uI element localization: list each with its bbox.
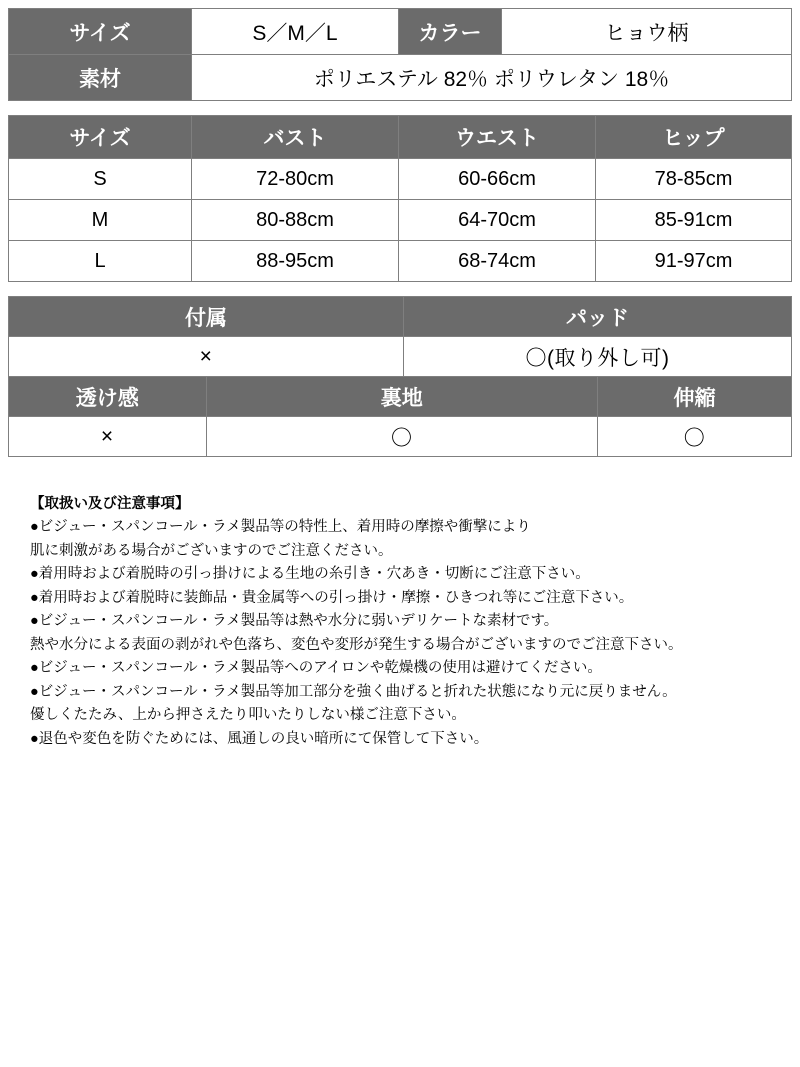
care-note-line: 熱や水分による表面の剥がれや色落ち、変色や変形が発生する場合がございますのでご注意下さい。 bbox=[30, 636, 683, 653]
care-note-line: ●着用時および着脱時の引っ掛けによる生地の糸引き・穴あき・切断にご注意下さい。 bbox=[30, 566, 590, 583]
spec-value-material: ポリエステル 82％ ポリウレタン 18％ bbox=[192, 55, 792, 101]
size-cell-bust: 88-95cm bbox=[192, 241, 399, 282]
size-cell-hip: 85-91cm bbox=[596, 200, 792, 241]
care-note-line: ●ビジュー・スパンコール・ラメ製品等は熱や水分に弱いデリケートな素材です。 bbox=[30, 613, 559, 630]
size-cell-waist: 64-70cm bbox=[399, 200, 596, 241]
spec-value-size: S／M／L bbox=[192, 9, 399, 55]
size-col-header-hip: ヒップ bbox=[596, 116, 792, 159]
care-note-line: 肌に刺激がある場合がございますのでご注意ください。 bbox=[30, 542, 393, 559]
care-note-line: ●ビジュー・スパンコール・ラメ製品等の特性上、着用時の摩擦や衝撃により bbox=[30, 519, 531, 536]
care-notes-title: 【取扱い及び注意事項】 bbox=[30, 496, 190, 512]
spec-label-color: カラー bbox=[399, 9, 502, 55]
attr-value-pad: 〇(取り外し可) bbox=[404, 337, 792, 377]
size-col-header-waist: ウエスト bbox=[399, 116, 596, 159]
table-row bbox=[9, 159, 792, 200]
table-row bbox=[9, 55, 792, 101]
table-header-row bbox=[9, 377, 792, 417]
spec-table bbox=[8, 8, 792, 101]
table-row bbox=[9, 9, 792, 55]
spec-label-material: 素材 bbox=[9, 55, 192, 101]
size-cell-hip: 78-85cm bbox=[596, 159, 792, 200]
attr-header-pad: パッド bbox=[404, 297, 792, 337]
table-row bbox=[9, 241, 792, 282]
care-note-line: ●退色や変色を防ぐためには、風通しの良い暗所にて保管して下さい。 bbox=[30, 730, 489, 747]
attr-header-accessory: 付属 bbox=[9, 297, 404, 337]
attributes-table bbox=[8, 296, 792, 457]
care-note-line: ●ビジュー・スパンコール・ラメ製品等へのアイロンや乾燥機の使用は避けてください。 bbox=[30, 660, 602, 677]
attr-header-lining: 裏地 bbox=[206, 377, 598, 417]
size-col-header-bust: バスト bbox=[192, 116, 399, 159]
size-cell-label: M bbox=[9, 200, 192, 241]
spec-label-size: サイズ bbox=[9, 9, 192, 55]
spec-value-color: ヒョウ柄 bbox=[502, 9, 792, 55]
table-row bbox=[9, 337, 792, 377]
size-cell-hip: 91-97cm bbox=[596, 241, 792, 282]
care-note-line: ●着用時および着脱時に装飾品・貴金属等への引っ掛け・摩擦・ひきつれ等にご注意下さい。 bbox=[30, 589, 634, 606]
size-cell-waist: 60-66cm bbox=[399, 159, 596, 200]
size-col-header-size: サイズ bbox=[9, 116, 192, 159]
size-cell-waist: 68-74cm bbox=[399, 241, 596, 282]
care-note-line: ●ビジュー・スパンコール・ラメ製品等加工部分を強く曲げると折れた状態になり元に戻りません。 bbox=[30, 683, 677, 700]
table-header-row bbox=[9, 297, 792, 337]
care-note-line: 優しくたたみ、上から押さえたり叩いたりしない様ご注意下さい。 bbox=[30, 707, 466, 724]
size-cell-label: L bbox=[9, 241, 192, 282]
attr-value-stretch: 〇 bbox=[598, 417, 792, 457]
attr-header-sheerness: 透け感 bbox=[9, 377, 207, 417]
attr-value-lining: 〇 bbox=[206, 417, 598, 457]
attr-header-stretch: 伸縮 bbox=[598, 377, 792, 417]
table-header-row bbox=[9, 116, 792, 159]
attr-value-sheerness: × bbox=[9, 417, 207, 457]
attr-value-accessory: × bbox=[9, 337, 404, 377]
size-cell-bust: 80-88cm bbox=[192, 200, 399, 241]
size-cell-bust: 72-80cm bbox=[192, 159, 399, 200]
table-row bbox=[9, 200, 792, 241]
care-notes bbox=[8, 493, 792, 751]
table-row bbox=[9, 417, 792, 457]
size-chart-table bbox=[8, 115, 792, 282]
size-cell-label: S bbox=[9, 159, 192, 200]
